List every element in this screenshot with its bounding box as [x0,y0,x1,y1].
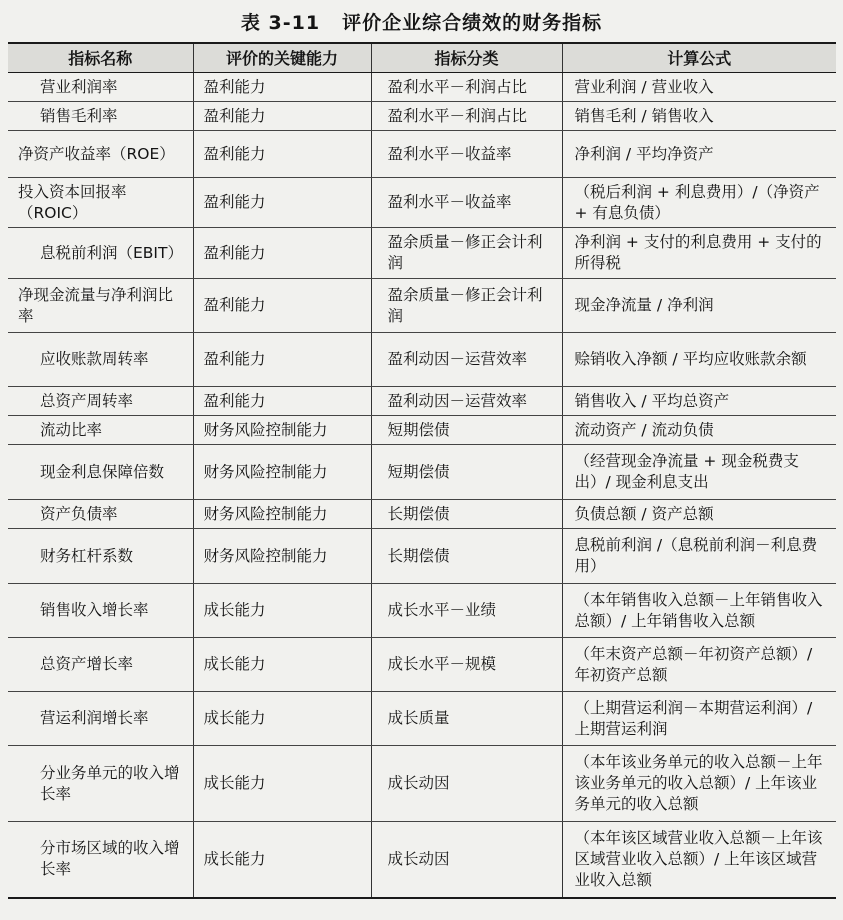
formula: 销售毛利 / 销售收入 [562,102,836,131]
formula: （本年该区域营业收入总额－上年该区域营业收入总额）/ 上年该区域营业收入总额 [562,822,836,898]
formula: 现金净流量 / 净利润 [562,279,836,333]
key-capability: 盈利能力 [193,178,371,228]
table-row [8,102,836,131]
table-number: 表 3-11 [240,12,321,34]
formula: （本年销售收入总额－上年销售收入总额）/ 上年销售收入总额 [562,584,836,638]
formula: 营业利润 / 营业收入 [562,73,836,102]
indicator-category: 盈余质量－修正会计利润 [371,279,562,333]
table-row [8,822,836,898]
indicator-name: 净资产收益率（ROE） [8,131,193,178]
indicator-category: 盈利水平－利润占比 [371,102,562,131]
table-header-row [8,43,836,73]
key-capability: 财务风险控制能力 [193,500,371,529]
key-capability: 盈利能力 [193,228,371,279]
indicator-category: 盈余质量－修正会计利润 [371,228,562,279]
indicator-name: 总资产增长率 [8,638,193,692]
key-capability: 盈利能力 [193,131,371,178]
formula: 净利润 / 平均净资产 [562,131,836,178]
indicator-name: 分业务单元的收入增长率 [8,746,193,822]
indicator-category: 盈利动因－运营效率 [371,387,562,416]
table-row [8,445,836,500]
formula: （年末资产总额－年初资产总额）/ 年初资产总额 [562,638,836,692]
indicator-name: 营业利润率 [8,73,193,102]
table-row [8,500,836,529]
formula: （上期营运利润－本期营运利润）/ 上期营运利润 [562,692,836,746]
indicator-category: 盈利水平－收益率 [371,131,562,178]
header-indicator-category: 指标分类 [371,43,562,73]
indicator-category: 长期偿债 [371,529,562,584]
key-capability: 盈利能力 [193,279,371,333]
indicator-name: 资产负债率 [8,500,193,529]
table-row [8,279,836,333]
table-caption: 评价企业综合绩效的财务指标 [342,12,603,34]
indicator-name: 息税前利润（EBIT） [8,228,193,279]
table-row [8,692,836,746]
formula: 销售收入 / 平均总资产 [562,387,836,416]
key-capability: 盈利能力 [193,102,371,131]
indicator-category: 成长水平－业绩 [371,584,562,638]
indicator-category: 成长水平－规模 [371,638,562,692]
header-indicator-name: 指标名称 [8,43,193,73]
key-capability: 成长能力 [193,692,371,746]
indicator-name: 流动比率 [8,416,193,445]
indicator-category: 短期偿债 [371,416,562,445]
formula: 净利润 + 支付的利息费用 + 支付的所得税 [562,228,836,279]
indicator-category: 盈利动因－运营效率 [371,333,562,387]
key-capability: 成长能力 [193,746,371,822]
table-row [8,529,836,584]
indicator-category: 成长动因 [371,746,562,822]
table-row [8,584,836,638]
indicator-category: 盈利水平－利润占比 [371,73,562,102]
formula: 流动资产 / 流动负债 [562,416,836,445]
indicator-name: 投入资本回报率（ROIC） [8,178,193,228]
indicator-name: 现金利息保障倍数 [8,445,193,500]
table-row [8,131,836,178]
table-title [0,8,843,35]
key-capability: 盈利能力 [193,73,371,102]
indicator-name: 净现金流量与净利润比率 [8,279,193,333]
key-capability: 盈利能力 [193,333,371,387]
indicator-name: 分市场区域的收入增长率 [8,822,193,898]
indicator-name: 营运利润增长率 [8,692,193,746]
header-key-capability: 评价的关键能力 [193,43,371,73]
table-row [8,178,836,228]
indicator-category: 盈利水平－收益率 [371,178,562,228]
header-formula: 计算公式 [562,43,836,73]
indicator-name: 销售收入增长率 [8,584,193,638]
key-capability: 财务风险控制能力 [193,416,371,445]
table-row [8,416,836,445]
table-row [8,333,836,387]
indicator-name: 总资产周转率 [8,387,193,416]
formula: （经营现金净流量 + 现金税费支出）/ 现金利息支出 [562,445,836,500]
indicator-category: 成长质量 [371,692,562,746]
formula: 赊销收入净额 / 平均应收账款余额 [562,333,836,387]
key-capability: 成长能力 [193,822,371,898]
formula: 息税前利润 /（息税前利润－利息费用） [562,529,836,584]
key-capability: 盈利能力 [193,387,371,416]
formula: （税后利润 + 利息费用）/（净资产 + 有息负债） [562,178,836,228]
key-capability: 财务风险控制能力 [193,529,371,584]
key-capability: 成长能力 [193,584,371,638]
indicator-category: 短期偿债 [371,445,562,500]
formula: （本年该业务单元的收入总额－上年该业务单元的收入总额）/ 上年该业务单元的收入总额 [562,746,836,822]
indicator-name: 应收账款周转率 [8,333,193,387]
table-row [8,73,836,102]
table-row [8,387,836,416]
key-capability: 成长能力 [193,638,371,692]
table-row [8,638,836,692]
key-capability: 财务风险控制能力 [193,445,371,500]
indicator-category: 成长动因 [371,822,562,898]
table-row [8,228,836,279]
indicator-category: 长期偿债 [371,500,562,529]
indicator-name: 财务杠杆系数 [8,529,193,584]
financial-indicators-table [8,42,836,899]
formula: 负债总额 / 资产总额 [562,500,836,529]
table-row [8,746,836,822]
indicator-name: 销售毛利率 [8,102,193,131]
